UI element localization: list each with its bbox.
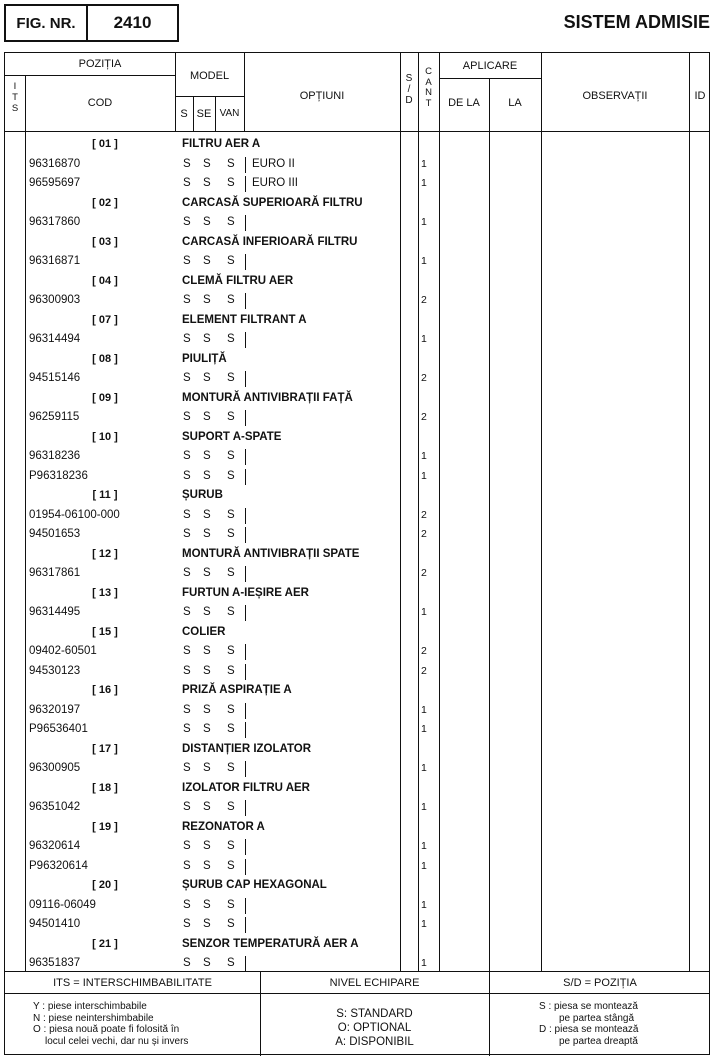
col-header-optiuni: OPȚIUNI: [299, 90, 345, 102]
model-availability: S: [203, 528, 211, 540]
option-divider: [245, 176, 246, 192]
part-name: CARCASĂ SUPERIOARĂ FILTRU: [182, 196, 363, 209]
model-availability: S: [227, 801, 235, 813]
part-quantity: 1: [421, 801, 427, 813]
model-availability: S: [203, 762, 211, 774]
model-availability: S: [227, 664, 235, 677]
model-availability: S: [203, 567, 211, 579]
model-availability: S: [183, 508, 191, 521]
part-name: COLIER: [182, 625, 226, 638]
model-availability: S: [203, 801, 211, 813]
part-name: ȘURUB: [182, 489, 223, 501]
model-availability: S: [183, 177, 191, 189]
position-row: [5, 311, 709, 331]
option-divider: [245, 293, 246, 309]
part-code: 94501653: [29, 528, 81, 540]
position-row: [5, 194, 709, 214]
option-divider: [245, 566, 246, 582]
option-divider: [245, 605, 246, 621]
model-availability: S: [183, 664, 191, 677]
part-option: EURO III: [252, 177, 299, 189]
part-code: 96318236: [29, 450, 81, 462]
model-availability: S: [227, 762, 235, 774]
part-row: [5, 447, 709, 467]
model-availability: S: [227, 703, 235, 716]
model-availability: S: [203, 859, 211, 872]
part-quantity: 1: [421, 606, 427, 618]
part-name: ȘURUB CAP HEXAGONAL: [182, 879, 327, 891]
part-row: [5, 213, 709, 233]
model-availability: S: [183, 918, 191, 930]
option-divider: [245, 859, 246, 875]
model-availability: S: [183, 157, 191, 170]
part-name: MONTURĂ ANTIVIBRAȚII FAȚĂ: [182, 391, 353, 404]
part-name: SUPORT A-SPATE: [182, 430, 282, 443]
part-code: 96351837: [29, 957, 81, 969]
model-availability: S: [183, 567, 191, 579]
option-divider: [245, 157, 246, 173]
option-divider: [245, 839, 246, 855]
option-divider: [245, 469, 246, 485]
part-code: 94530123: [29, 664, 81, 677]
part-row: [5, 603, 709, 623]
part-row: [5, 896, 709, 916]
position-number: [ 20 ]: [92, 879, 118, 891]
model-availability: S: [183, 762, 191, 774]
model-availability: S: [183, 528, 191, 540]
position-number: [ 08 ]: [92, 352, 118, 365]
legend-sd-title: S/D = POZIȚIA: [563, 977, 637, 989]
part-quantity: 2: [421, 567, 427, 579]
part-row: [5, 564, 709, 584]
option-divider: [245, 644, 246, 660]
model-availability: S: [227, 294, 235, 306]
model-availability: S: [227, 567, 235, 579]
option-divider: [245, 371, 246, 387]
col-header-model-se: SE: [196, 108, 212, 120]
model-availability: S: [203, 411, 211, 423]
part-code: 96259115: [29, 411, 80, 423]
model-availability: S: [227, 177, 235, 189]
col-header-id: ID: [694, 90, 706, 102]
model-availability: S: [183, 372, 191, 384]
model-availability: S: [203, 508, 211, 521]
position-number: [ 04 ]: [92, 274, 118, 287]
option-divider: [245, 410, 246, 426]
position-number: [ 13 ]: [92, 586, 118, 599]
model-availability: S: [227, 528, 235, 540]
position-row: [5, 389, 709, 409]
legend-nivel-title: NIVEL ECHIPARE: [329, 977, 420, 989]
part-row: [5, 369, 709, 389]
model-availability: S: [183, 255, 191, 267]
legend-its-text: Y : piese interschimbabile N : piese neintershimbabile O : piesa nouă poate fi folosită în locul celei vechi, dar nu și invers: [33, 1001, 189, 1047]
legend-sd-text: S : piesa se montează pe partea stângă D : piesa se montează pe partea dreaptă: [539, 1001, 639, 1047]
legend: [5, 971, 709, 1056]
option-divider: [245, 917, 246, 933]
position-row: [5, 681, 709, 701]
col-header-model-s: S: [180, 108, 188, 120]
position-row: [5, 545, 709, 565]
option-divider: [245, 508, 246, 524]
position-number: [ 09 ]: [92, 391, 118, 404]
option-divider: [245, 664, 246, 680]
model-availability: S: [183, 216, 191, 228]
part-quantity: 1: [421, 255, 427, 267]
page-header: [4, 4, 710, 42]
part-code: 96314494: [29, 333, 81, 345]
part-name: SENZOR TEMPERATURĂ AER A: [182, 937, 359, 950]
position-number: [ 21 ]: [92, 937, 118, 950]
part-name: FURTUN A-IEȘIRE AER: [182, 586, 309, 599]
model-availability: S: [203, 703, 211, 716]
part-row: [5, 662, 709, 682]
part-name: MONTURĂ ANTIVIBRAȚII SPATE: [182, 547, 360, 560]
col-header-cod: COD: [87, 97, 113, 109]
model-availability: S: [203, 469, 211, 482]
col-header-cant: C A N T: [425, 66, 432, 109]
position-row: [5, 486, 709, 506]
position-row: [5, 272, 709, 292]
position-row: [5, 233, 709, 253]
part-quantity: 1: [421, 957, 427, 969]
position-number: [ 18 ]: [92, 781, 118, 794]
part-name: PIULIȚĂ: [182, 352, 227, 365]
col-header-its: I T S: [11, 81, 19, 114]
part-quantity: 1: [421, 898, 427, 911]
part-quantity: 1: [421, 859, 427, 872]
part-row: [5, 701, 709, 721]
model-availability: S: [203, 664, 211, 677]
model-availability: S: [183, 450, 191, 462]
part-code: 96300903: [29, 294, 81, 306]
part-code: 96317860: [29, 216, 81, 228]
page-title: SISTEM ADMISIE: [563, 12, 710, 32]
part-code: 96314495: [29, 606, 81, 618]
legend-nivel-text: S: STANDARD O: OPTIONAL A: DISPONIBIL: [335, 1008, 414, 1048]
model-availability: S: [227, 898, 235, 911]
col-header-observatii: OBSERVAȚII: [582, 90, 648, 102]
part-quantity: 2: [421, 645, 427, 657]
part-code: 09116-06049: [29, 898, 96, 911]
part-code: 94501410: [29, 918, 81, 930]
model-availability: S: [227, 918, 235, 930]
col-header-la: LA: [508, 97, 522, 109]
part-quantity: 1: [421, 703, 427, 716]
option-divider: [245, 898, 246, 914]
model-availability: S: [227, 723, 235, 735]
option-divider: [245, 449, 246, 465]
model-availability: S: [227, 333, 235, 345]
position-row: [5, 876, 709, 896]
model-availability: S: [203, 255, 211, 267]
position-row: [5, 350, 709, 370]
model-availability: S: [183, 333, 191, 345]
model-availability: S: [227, 469, 235, 482]
model-availability: S: [227, 216, 235, 228]
model-availability: S: [227, 411, 235, 423]
position-row: [5, 428, 709, 448]
model-availability: S: [203, 294, 211, 306]
part-name: CLEMĂ FILTRU AER: [182, 274, 294, 287]
col-header-sd: S / D: [405, 73, 413, 106]
model-availability: S: [227, 859, 235, 872]
part-code: 01954-06100-000: [29, 508, 120, 521]
part-name: IZOLATOR FILTRU AER: [182, 781, 310, 794]
position-row: [5, 623, 709, 643]
model-availability: S: [183, 606, 191, 618]
part-quantity: 1: [421, 762, 427, 774]
option-divider: [245, 800, 246, 816]
part-quantity: 2: [421, 294, 427, 306]
model-availability: S: [227, 606, 235, 618]
part-name: ELEMENT FILTRANT A: [182, 313, 307, 326]
model-availability: S: [203, 216, 211, 228]
part-quantity: 1: [421, 177, 427, 189]
part-row: [5, 837, 709, 857]
part-quantity: 1: [421, 157, 427, 170]
part-quantity: 1: [421, 918, 427, 930]
part-row: [5, 291, 709, 311]
part-name: CARCASĂ INFERIOARĂ FILTRU: [182, 235, 358, 248]
part-row: [5, 857, 709, 877]
col-header-model-van: VAN: [219, 108, 240, 119]
model-availability: S: [227, 840, 235, 852]
part-quantity: 1: [421, 333, 427, 345]
model-availability: S: [183, 898, 191, 911]
position-row: [5, 135, 709, 155]
part-row: [5, 525, 709, 545]
part-row: [5, 408, 709, 428]
part-quantity: 1: [421, 723, 427, 735]
option-divider: [245, 722, 246, 738]
position-row: [5, 740, 709, 760]
position-row: [5, 584, 709, 604]
model-availability: S: [203, 606, 211, 618]
part-quantity: 1: [421, 216, 427, 228]
position-number: [ 01 ]: [92, 138, 118, 150]
part-row: [5, 330, 709, 350]
part-code: 96316871: [29, 255, 81, 267]
model-availability: S: [203, 898, 211, 911]
part-code: 96595697: [29, 177, 81, 189]
col-header-aplicare: APLICARE: [462, 60, 518, 72]
part-quantity: 2: [421, 508, 427, 521]
model-availability: S: [183, 703, 191, 716]
model-availability: S: [227, 508, 235, 521]
part-row: [5, 720, 709, 740]
position-number: [ 15 ]: [92, 625, 118, 638]
figure-number: 2410: [113, 13, 152, 32]
position-number: [ 19 ]: [92, 820, 118, 833]
figure-number-box: [4, 4, 179, 42]
part-row: [5, 155, 709, 175]
option-divider: [245, 527, 246, 543]
option-divider: [245, 254, 246, 270]
model-availability: S: [203, 918, 211, 930]
option-divider: [245, 703, 246, 719]
model-availability: S: [227, 372, 235, 384]
position-number: [ 11 ]: [92, 489, 118, 501]
model-availability: S: [183, 411, 191, 423]
option-divider: [245, 761, 246, 777]
position-number: [ 03 ]: [92, 235, 118, 248]
part-name: PRIZĂ ASPIRAȚIE A: [182, 684, 292, 696]
part-code: 96316870: [29, 157, 81, 170]
part-code: 96300905: [29, 762, 81, 774]
model-availability: S: [203, 840, 211, 852]
part-row: [5, 915, 709, 935]
part-option: EURO II: [252, 157, 295, 170]
part-code: 94515146: [29, 372, 81, 384]
part-quantity: 1: [421, 840, 427, 852]
part-quantity: 2: [421, 372, 427, 384]
part-name: DISTANȚIER IZOLATOR: [182, 742, 312, 755]
col-header-model: MODEL: [189, 70, 230, 82]
position-number: [ 10 ]: [92, 430, 118, 443]
part-quantity: 1: [421, 469, 427, 482]
part-row: [5, 798, 709, 818]
model-availability: S: [183, 294, 191, 306]
part-code: 96351042: [29, 801, 81, 813]
part-quantity: 2: [421, 528, 427, 540]
model-availability: S: [203, 957, 211, 969]
part-row: [5, 506, 709, 526]
part-code: P96318236: [29, 469, 88, 482]
position-row: [5, 779, 709, 799]
part-quantity: 1: [421, 450, 427, 462]
position-number: [ 07 ]: [92, 313, 118, 326]
col-header-de-la: DE LA: [448, 97, 480, 109]
model-availability: S: [203, 723, 211, 735]
part-row: [5, 467, 709, 487]
model-availability: S: [203, 450, 211, 462]
model-availability: S: [183, 645, 191, 657]
option-divider: [245, 956, 246, 972]
option-divider: [245, 215, 246, 231]
model-availability: S: [203, 157, 211, 170]
model-availability: S: [183, 957, 191, 969]
model-availability: S: [183, 723, 191, 735]
part-code: 96320614: [29, 840, 81, 852]
part-code: 96320197: [29, 703, 81, 716]
part-row: [5, 642, 709, 662]
part-row: [5, 252, 709, 272]
col-header-pozitia: POZIȚIA: [78, 58, 122, 70]
part-name: FILTRU AER A: [182, 138, 261, 150]
figure-label: FIG. NR.: [6, 6, 88, 40]
legend-its-title: ITS = INTERSCHIMBABILITATE: [53, 977, 212, 989]
model-availability: S: [227, 957, 235, 969]
part-code: 96317861: [29, 567, 81, 579]
position-number: [ 17 ]: [92, 742, 118, 755]
part-quantity: 2: [421, 664, 427, 677]
model-availability: S: [183, 469, 191, 482]
parts-table: [4, 52, 710, 1055]
part-row: [5, 174, 709, 194]
model-availability: S: [227, 645, 235, 657]
model-availability: S: [227, 450, 235, 462]
part-code: P96536401: [29, 723, 88, 735]
position-row: [5, 818, 709, 838]
part-row: [5, 759, 709, 779]
model-availability: S: [203, 333, 211, 345]
model-availability: S: [227, 157, 235, 170]
model-availability: S: [183, 801, 191, 813]
parts-list: [5, 135, 709, 974]
model-availability: S: [203, 645, 211, 657]
position-number: [ 12 ]: [92, 547, 118, 560]
option-divider: [245, 332, 246, 348]
model-availability: S: [203, 177, 211, 189]
position-row: [5, 935, 709, 955]
model-availability: S: [183, 859, 191, 872]
model-availability: S: [203, 372, 211, 384]
position-number: [ 02 ]: [92, 196, 118, 209]
model-availability: S: [183, 840, 191, 852]
part-quantity: 2: [421, 411, 427, 423]
part-name: REZONATOR A: [182, 820, 265, 833]
part-code: P96320614: [29, 859, 88, 872]
model-availability: S: [227, 255, 235, 267]
position-number: [ 16 ]: [92, 684, 118, 696]
part-code: 09402-60501: [29, 645, 97, 657]
